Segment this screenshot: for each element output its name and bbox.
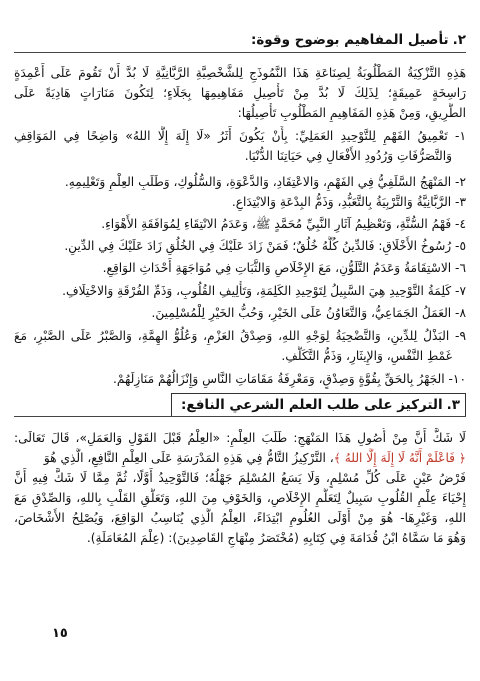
book-page [14,28,466,668]
section-number: ٢. [452,32,466,48]
paragraph-line: وَهُوَ مَا سَمَّاهُ ابْنُ قُدَامَةَ فِي كِتَابِهِ (مُخْتَصَرُ مِنْهَاجِ القَاصِدِينَ): (عِلْمَ المُعَامَلَةِ). [86,531,466,545]
paragraph-line: رَاسِخَةٍ عَمِيقَةٍ؛ لِذَلِكَ لَا بُدَّ مِنْ تَأْصِيلِ مَفَاهِيمِهَا بِجَلَاءٍ؛ لِتَكُونَ مَنَارَاتٍ هَادِيَةً عَلَى [14,86,466,100]
list-item-4: ٤- فَهْمُ السُّنَّةِ، وَتَعْظِيمُ آثَارِ النَّبِيِّ مُحَمَّدٍ ﷺ، وَعَدَمُ الانْتِقَاءِ لِمُوَافَقَةِ الأَهْوَاءِ. [101,217,466,231]
list-item-8: ٨- العَمَلُ الجَمَاعِيُّ، وَالتَّعَاوُنُ عَلَى الخَيْرِ، وَحُبُّ الخَيْرِ لِلْمُسْلِمِينَ. [151,306,466,320]
heading-rule [14,52,466,53]
heading-box [171,393,466,416]
page-number: ١٥ [52,626,68,641]
quran-verse: ﴿ فَاعْلَمْ أَنَّهُ لَا إِلَهَ إِلَّا اللهُ ﴾ [333,451,466,465]
paragraph-line: لَا شَكَّ أَنَّ مِنْ أُصُولِ هَذَا المَنْهَجِ: طَلَبَ العِلْمِ: «العِلْمُ قَبْلَ القَوْلِ وَالعَمَلِ»، قَالَ تَعَالَى: [14,431,466,445]
list-item-9: ٩- البَذْلُ لِلدِّينِ، وَالتَّضْحِيَةُ لِوَجْهِ اللهِ، وَصِدْقُ العَزْمِ، وَعُلُوُّ الهِمَّةِ، وَالصَّبْرُ عَلَى الصَّبْرِ، مَعَ [14,329,466,343]
paragraph-line: إِحْيَاءَ عِلْمِ القُلُوبِ سَبِيلٌ لِتَعَلُّمِ الإِخْلَاصِ، وَالخَوْفِ مِنَ اللهِ، وَتَعَلُّقِ القَلْبِ بِاللهِ، وَالصِّدْقِ مَعَ [14,491,466,505]
list-item-1-cont: وَالتَّصَرُّفَاتِ وَرُدُودِ الأَفْعَالِ فِي حَيَاتِنَا الدُّنْيَا. [244,149,452,163]
section-title: التركيز على طلب العلم الشرعي النافع: [180,396,443,413]
list-item-2: ٢- المَنْهَجُ السَّلَفِيُّ فِي الفَهْمِ، وَالاعْتِقَادِ، وَالدَّعْوَةِ، وَالسُّلُوكِ، وَطَلَبِ العِلْمِ وَتَعْلِيمِهِ. [64,175,466,189]
list-item-6: ٦- الاسْتِقَامَةُ وَعَدَمُ التَّلَوُّنِ، مَعَ الإِخْلَاصِ وَالثَّبَاتِ فِي مُوَاجَهَةِ أَحْدَاثِ الوَاقِعِ. [102,261,466,275]
list-item-7: ٧- كَلِمَةُ التَّوْحِيدِ هِيَ السَّبِيلُ لِتَوْحِيدِ الكَلِمَةِ، وَتَأْلِيفِ القُلُوبِ، وَذَمِّ الفُرْقَةِ وَالاخْتِلَافِ. [62,284,466,298]
heading-rule [14,416,466,417]
paragraph-line: اللهِ، وَغَيْرِهَا- هُوَ مِنْ أَوْلَى العُلُومِ ابْتِدَاءً، العِلْمُ الَّذِي يُنَاسِبُ الوَاقِعَ، وَيُصْلِحُ الأَشْخَاصَ، [14,511,466,525]
paragraph-line: هَذِهِ التَّزْكِيَةُ المَطْلُوبَةُ لِصِنَاعَةِ هَذَا النَّمُوذَجِ لِلشَّخْصِيَّةِ الرَّبَّانِيَّةِ لَا بُدَّ أَنْ تَقُومَ عَلَى أَعْمِدَةٍ [14,66,466,80]
paragraph-line-verse [14,448,466,468]
section-heading-2 [247,28,466,52]
list-item-9-cont: غَمْطِ النَّفْسِ، وَالإِيثَارِ، وَذَمُّ التَّكَلُّفِ. [281,349,452,363]
paragraph-line: فَرْضُ عَيْنٍ عَلَى كُلِّ مُسْلِمٍ، وَلَا يَسَعُ المُسْلِمَ جَهْلُهُ؛ فَالتَّوْحِيدُ أَوَّلًا، ثُمَّ مِمَّا لَا شَكَّ فِيهِ أَنَّ [14,471,466,485]
paragraph-text: ، التَّرْكِيزُ التَّامُّ فِي هَذِهِ المَدْرَسَةِ عَلَى العِلْمِ النَّافِعِ، الَّذِي هُوَ [43,451,334,465]
list-item-3: ٣- الرَّبَّانِيَّةُ وَالتَّرْبِيَةُ بِالتَّعَبُّدِ، وَذَمُّ البِدْعَةِ وَالابْتِدَاعِ. [231,195,466,209]
section-heading-3 [171,392,466,416]
list-item-5: ٥- رُسُوخُ الأَخْلَاقِ: فَالدِّينُ كُلُّهُ خُلُقٌ؛ فَمَنْ زَادَ عَلَيْكَ فِي الخُلُقِ زَادَ عَلَيْكَ فِي الدِّينِ. [64,239,466,253]
section-title: تأصيل المفاهيم بوضوح وقوة: [250,32,449,48]
list-item-10: ١٠- الجَهْرُ بِالحَقِّ بِقُوَّةٍ وَصِدْقٍ، وَمَعْرِفَةُ مَقَامَاتِ النَّاسِ وَإِنْزَالُهُمْ مَنَازِلَهُمْ. [113,372,466,386]
list-item-1: ١- تَعْمِيقُ الفَهْمِ لِلتَّوْحِيدِ العَمَلِيِّ: بِأَنْ يَكُونَ أَثَرُ «لَا إِلَهَ إِلَّا اللهُ» وَاضِحًا فِي المَوَاقِفِ [14,129,466,143]
paragraph-line: الطَّرِيقِ، وَمِنْ هَذِهِ المَفَاهِيمِ المَطْلُوبِ تَأْصِيلُهَا: [237,106,466,120]
section-number: ٣. [446,396,460,413]
